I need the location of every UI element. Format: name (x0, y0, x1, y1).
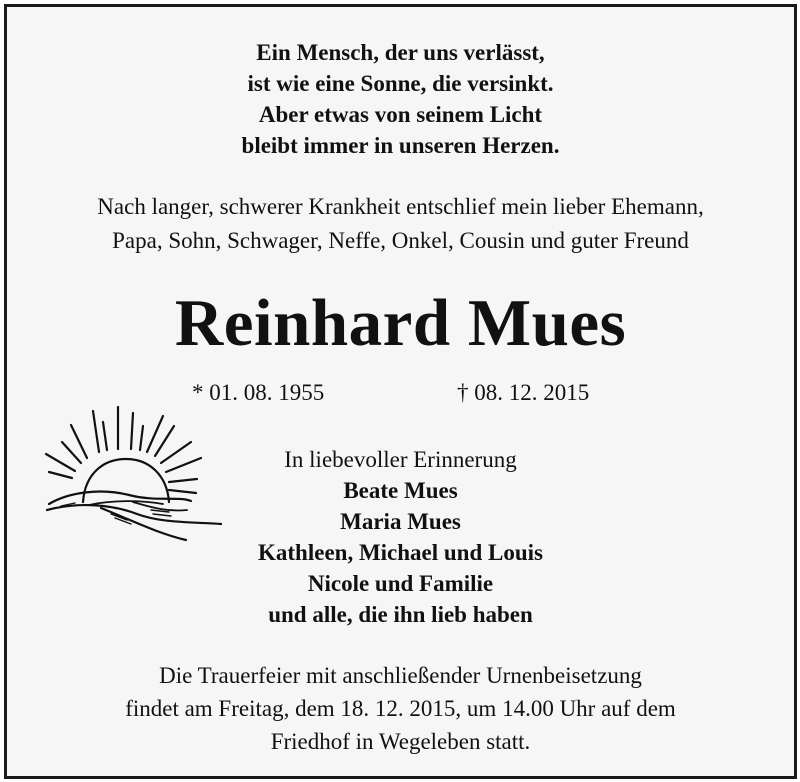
memorial-verse (7, 37, 794, 161)
family-member: und alle, die ihn lieb haben (268, 602, 533, 627)
verse-line: bleibt immer in unseren Herzen. (241, 133, 560, 158)
funeral-line: Die Trauerfeier mit anschließender Urnenbeisetzung (159, 663, 642, 688)
verse-line: ist wie eine Sonne, die versinkt. (247, 71, 554, 96)
family-heading: In liebevoller Erinnerung (284, 447, 517, 472)
verse-line: Ein Mensch, der uns verlässt, (256, 40, 545, 65)
family-member: Nicole und Familie (307, 571, 494, 596)
funeral-line: findet am Freitag, dem 18. 12. 2015, um 14.00 Uhr auf dem (125, 696, 676, 721)
death-date: † 08. 12. 2015 (457, 380, 590, 405)
family-member: Kathleen, Michael und Louis (258, 540, 543, 565)
verse-line: Aber etwas von seinem Licht (258, 102, 543, 127)
intro-line: Papa, Sohn, Schwager, Neffe, Onkel, Cousin und guter Freund (112, 228, 689, 253)
intro-text (7, 190, 794, 258)
obituary-frame (4, 4, 797, 779)
family-member: Beate Mues (343, 478, 458, 503)
deceased-name: Reinhard Mues (174, 286, 627, 360)
intro-line: Nach langer, schwerer Krankheit entschlief mein lieber Ehemann, (97, 194, 704, 219)
birth-date: * 01. 08. 1955 (192, 380, 325, 405)
family-list (217, 444, 584, 630)
family-member: Maria Mues (340, 509, 461, 534)
sunset-icon (41, 402, 226, 547)
funeral-line: Friedhof in Wegeleben statt. (270, 729, 531, 754)
funeral-details (7, 659, 794, 758)
